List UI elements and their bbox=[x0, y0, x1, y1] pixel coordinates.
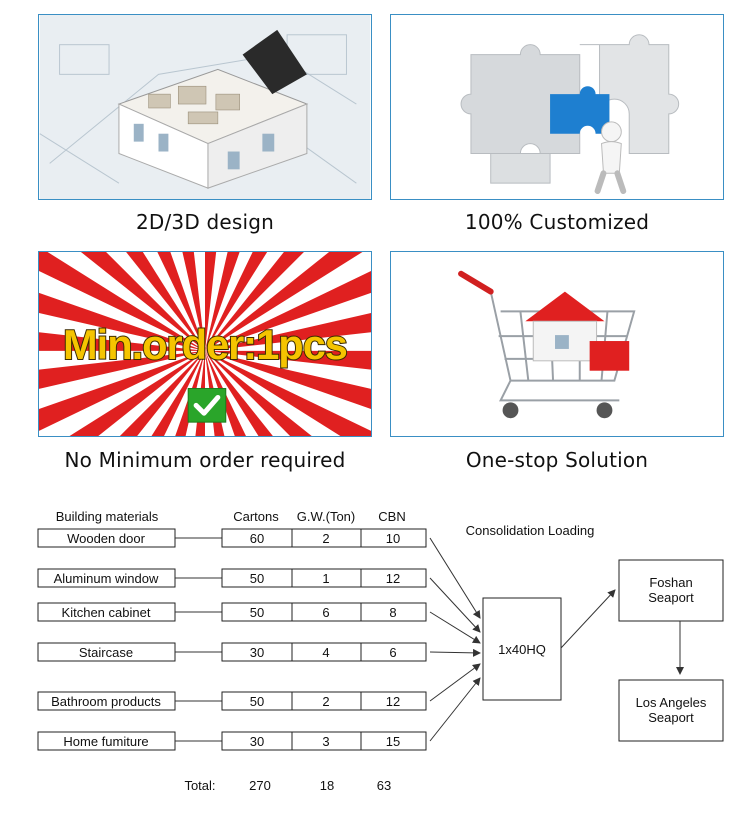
total-cbn: 63 bbox=[376, 778, 392, 793]
cbn-value: 15 bbox=[385, 734, 401, 749]
cartons-value: 30 bbox=[249, 734, 265, 749]
shopping-cart-house-illustration bbox=[391, 252, 723, 436]
cbn-value: 8 bbox=[389, 605, 397, 620]
total-cartons: 270 bbox=[249, 778, 271, 793]
gw-value: 6 bbox=[322, 605, 330, 620]
customized-caption: 100% Customized bbox=[464, 210, 650, 234]
arrow-to-container bbox=[430, 578, 480, 632]
cartons-value: 50 bbox=[249, 605, 265, 620]
material-label: Wooden door bbox=[67, 531, 145, 546]
design-tile bbox=[38, 14, 372, 200]
cbn-value: 12 bbox=[385, 694, 401, 709]
cartons-value: 30 bbox=[249, 645, 265, 660]
cbn-value: 6 bbox=[389, 645, 397, 660]
gw-value: 1 bbox=[322, 571, 330, 586]
origin-port-line2: Seaport bbox=[648, 590, 694, 605]
arrow-to-container bbox=[430, 538, 480, 618]
arrow-to-container bbox=[430, 664, 480, 701]
banner-text: Min.order:1pcs bbox=[63, 320, 347, 368]
gw-value: 2 bbox=[322, 531, 330, 546]
one-stop-tile bbox=[390, 251, 724, 437]
design-caption: 2D/3D design bbox=[135, 210, 275, 234]
cbn-value: 12 bbox=[385, 571, 401, 586]
material-label: Home fumiture bbox=[63, 734, 149, 749]
destination-port-line2: Seaport bbox=[648, 710, 694, 725]
container-label: 1x40HQ bbox=[498, 642, 546, 657]
arrow-to-container bbox=[430, 678, 480, 741]
arrow-to-container bbox=[430, 612, 480, 643]
arrow-to-origin bbox=[561, 590, 615, 648]
total-gw: 18 bbox=[319, 778, 335, 793]
total-label: Total: bbox=[184, 778, 216, 793]
cartons-value: 50 bbox=[249, 694, 265, 709]
cartons-value: 60 bbox=[249, 531, 265, 546]
gw-value: 2 bbox=[322, 694, 330, 709]
house-floorplan-illustration bbox=[39, 15, 371, 199]
min-order-tile bbox=[38, 251, 372, 437]
min-order-caption: No Minimum order required bbox=[64, 448, 346, 472]
customized-tile bbox=[390, 14, 724, 200]
material-label: Staircase bbox=[78, 645, 134, 660]
check-icon bbox=[188, 389, 226, 423]
puzzle-figure-illustration bbox=[391, 15, 723, 199]
arrow-to-container bbox=[430, 652, 480, 653]
logistics-diagram bbox=[0, 490, 750, 813]
header-gw: G.W.(Ton) bbox=[296, 509, 356, 524]
header-cbn: CBN bbox=[378, 509, 406, 524]
destination-port-line1: Los Angeles bbox=[635, 695, 707, 710]
cartons-value: 50 bbox=[249, 571, 265, 586]
cbn-value: 10 bbox=[385, 531, 401, 546]
material-label: Aluminum window bbox=[53, 571, 159, 586]
origin-port-line1: Foshan bbox=[649, 575, 693, 590]
material-label: Kitchen cabinet bbox=[61, 605, 151, 620]
sunburst-banner bbox=[39, 252, 371, 436]
header-cartons: Cartons bbox=[233, 509, 279, 524]
gw-value: 3 bbox=[322, 734, 330, 749]
material-label: Bathroom products bbox=[51, 694, 161, 709]
gw-value: 4 bbox=[322, 645, 330, 660]
one-stop-caption: One-stop Solution bbox=[465, 448, 649, 472]
consolidation-label: Consolidation Loading bbox=[465, 523, 595, 538]
header-materials: Building materials bbox=[55, 509, 159, 524]
